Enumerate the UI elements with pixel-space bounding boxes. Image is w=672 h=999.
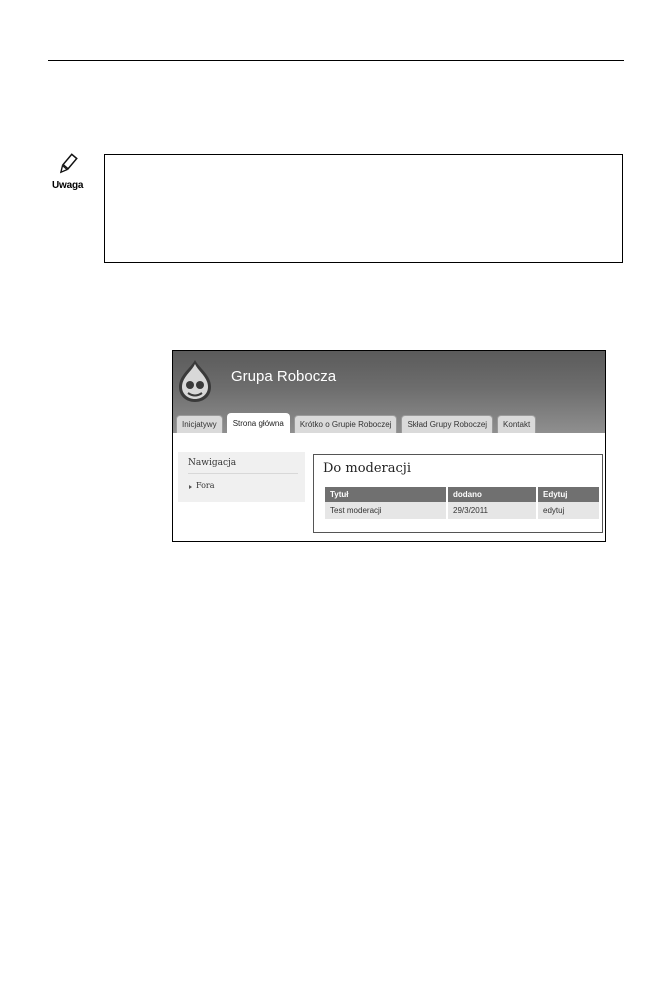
tab-sklad-grupy[interactable]: Skład Grupy Roboczej — [401, 415, 493, 433]
table-header-row — [325, 487, 599, 502]
cell-added: 29/3/2011 — [447, 502, 537, 519]
cell-title[interactable]: Test moderacji — [325, 502, 447, 519]
edit-link[interactable]: edytuj — [537, 502, 599, 519]
column-header-edit: Edytuj — [537, 487, 599, 502]
note-box — [104, 154, 623, 263]
column-header-title[interactable]: Tytuł — [325, 487, 447, 502]
navigation-title: Nawigacja — [188, 458, 237, 468]
bullet-icon — [189, 485, 192, 489]
navigation-block — [178, 452, 305, 502]
moderation-block — [313, 454, 603, 533]
pencil-icon — [54, 152, 80, 178]
site-header — [173, 351, 605, 433]
moderation-title: Do moderacji — [323, 461, 411, 476]
column-header-added[interactable]: dodano — [447, 487, 537, 502]
note-label: Uwaga — [52, 180, 84, 191]
tab-inicjatywy[interactable]: Inicjatywy — [176, 415, 223, 433]
note-marker — [52, 152, 98, 196]
page-header-rule — [48, 60, 624, 61]
navigation-divider — [188, 473, 298, 474]
tab-krotko-o-grupie[interactable]: Krótko o Grupie Roboczej — [294, 415, 398, 433]
moderation-table — [325, 487, 599, 519]
tab-strona-glowna[interactable]: Strona główna — [227, 413, 290, 433]
tab-kontakt[interactable]: Kontakt — [497, 415, 536, 433]
sidebar-item-fora[interactable]: Fora — [196, 481, 215, 490]
site-name[interactable]: Grupa Robocza — [231, 368, 337, 385]
website-screenshot — [172, 350, 606, 542]
primary-tabs — [176, 413, 540, 433]
site-body — [173, 433, 605, 541]
table-row — [325, 502, 599, 519]
drupal-drop-icon — [177, 359, 213, 403]
